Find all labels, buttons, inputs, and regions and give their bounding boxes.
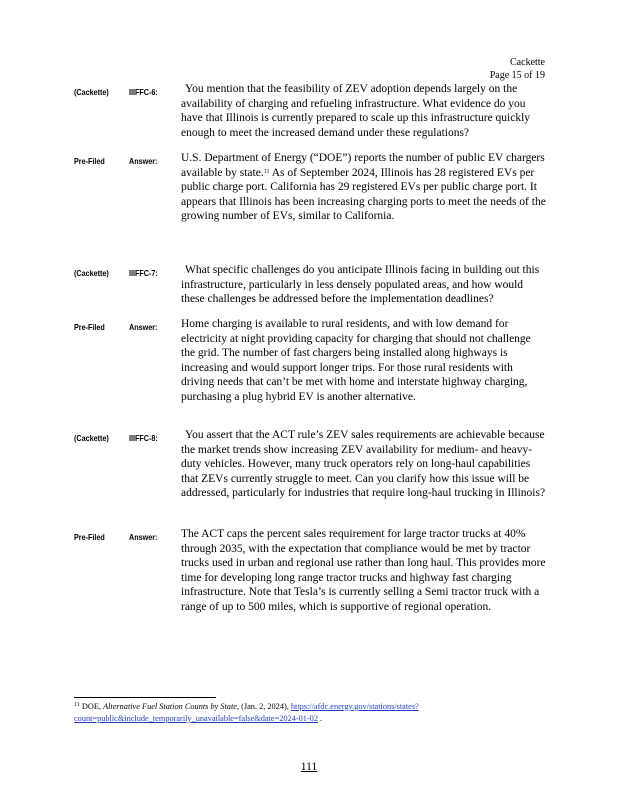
question-id-tag: IIIFFC-7: <box>129 268 158 278</box>
answer-text-part: As of September 2024, Illinois has 28 registered EVs per public charge port. California has 29 registered EVs per public charge port. It appears that Illinois has been increasing charging ports to meet the needs of the growing number of EVs, similar to California. <box>181 166 546 223</box>
question-author-tag: (Cackette) <box>74 433 109 443</box>
footnote-source-prefix: DOE, <box>81 702 104 711</box>
footnote-separator <box>74 697 216 698</box>
question-author-tag: (Cackette) <box>74 87 109 97</box>
answer-text: Home charging is available to rural residents, and with low demand for electricity at night providing capacity for charging that should not challenge the grid. The number of fast chargers being installed along highways is increasing and would support longer trips. For those rural residents with driving needs that can’t be met with home and interstate highway charging, purchasing a plug hybrid EV is another alternative. <box>181 318 531 403</box>
page-number: 111 <box>300 761 318 773</box>
question-text: You assert that the ACT rule’s ZEV sales requirements are achievable because the market trends show increasing ZEV availability for medium- and heavy-duty vehicles. However, many truck operators rely on long-haul capabilities that ZEVs currently struggle to meet. Can you clarify how this issue will be addressed, particularly for industries that require long-haul trucking in Illinois? <box>181 429 546 500</box>
header-author: Cackette <box>510 57 545 68</box>
answer-label-tag: Answer: <box>129 322 158 332</box>
footnote-link[interactable]: https://afdc.energy.gov/stations/states?count=public&include_temporarily_unavailable=false&date=2024-01-02 <box>74 702 419 723</box>
footnote-suffix: . <box>317 713 323 723</box>
answer-prefiled-tag: Pre-Filed <box>74 322 105 332</box>
answer-label-tag: Answer: <box>129 156 158 166</box>
footnote-source-title: Alternative Fuel Station Counts by State <box>103 702 237 711</box>
footnote <box>74 701 554 724</box>
answer-prefiled-tag: Pre-Filed <box>74 156 105 166</box>
header-page-label: Page 15 of 19 <box>489 70 545 81</box>
question-text: You mention that the feasibility of ZEV adoption depends largely on the availability of charging and refueling infrastructure. What evidence do you have that Illinois is currently prepared to scale up this infrastructure quickly enough to meet the increased demand under these regulations? <box>181 83 531 139</box>
question-author-tag: (Cackette) <box>74 268 109 278</box>
page-number-container <box>0 761 618 773</box>
footnote-source-date: , (Jan. 2, 2024), <box>236 702 291 711</box>
question-id-tag: IIIFFC-6: <box>129 87 158 97</box>
answer-label-tag: Answer: <box>129 532 158 542</box>
footnote-number: 11 <box>74 702 80 708</box>
question-id-tag: IIIFFC-8: <box>129 433 158 443</box>
answer-prefiled-tag: Pre-Filed <box>74 532 105 542</box>
answer-text-part: U.S. Department of Energy (“DOE”) reports the number of public EV chargers available by state. <box>181 152 545 179</box>
question-text: What specific challenges do you anticipate Illinois facing in building out this infrastructure, particularly in less densely populated areas, and how would these challenges be addressed before the implementation deadlines? <box>181 264 540 306</box>
footnote-ref: 11 <box>263 168 270 175</box>
answer-text <box>181 151 547 224</box>
answer-text: The ACT caps the percent sales requirement for large tractor trucks at 40% through 2035, with the expectation that compliance would be met by tractor trucks used in urban and regional use rather than long haul. This provides more time for developing long range tractor trucks and highway fast charging infrastructure. Note that Tesla’s is currently selling a Semi tractor truck with a range of up to 500 miles, which is supportive of regional operation. <box>181 528 546 613</box>
